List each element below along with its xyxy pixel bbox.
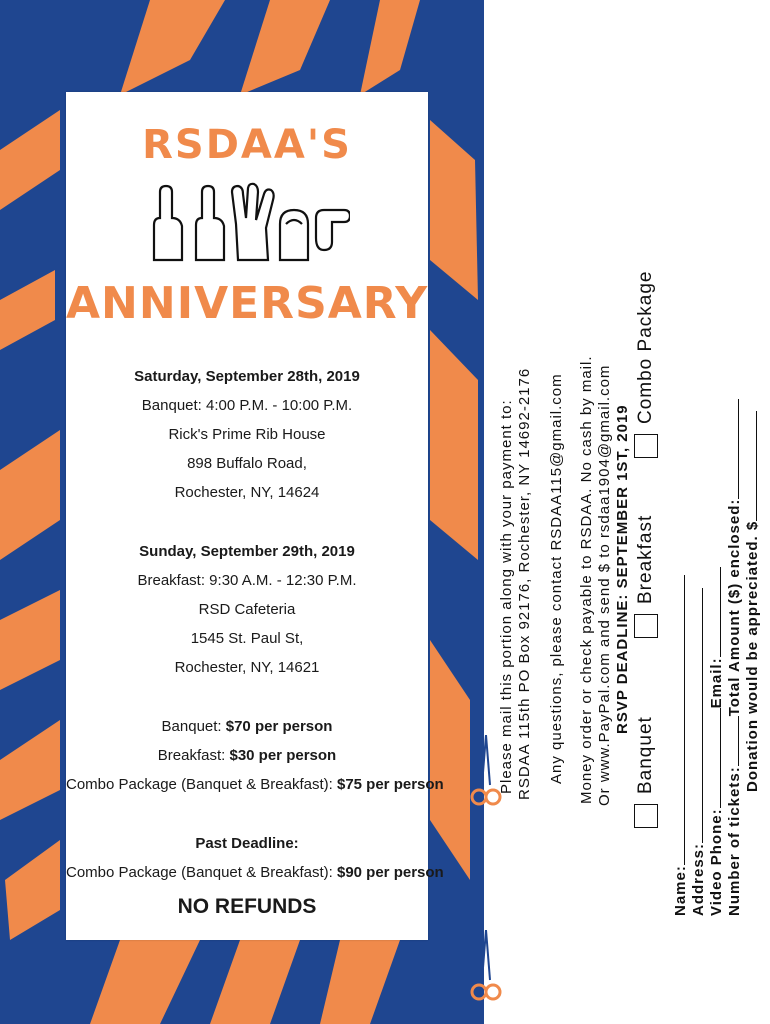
banquet-time: Banquet: 4:00 P.M. - 10:00 P.M. — [141, 397, 353, 414]
flyer-title-bottom: ANNIVERSARY — [66, 278, 429, 329]
donation-field[interactable]: Donation would be appreciated. $ — [742, 411, 761, 792]
past-deadline-label: Past Deadline: — [195, 835, 299, 852]
no-refunds: NO REFUNDS — [177, 895, 317, 918]
banquet-city: Rochester, NY, 14624 — [174, 484, 320, 501]
flyer-title-top: RSDAA'S — [142, 122, 352, 168]
rsvp-form-panel — [484, 0, 770, 1024]
breakfast-venue: RSD Cafeteria — [198, 601, 296, 618]
banquet-venue: Rick's Prime Rib House — [168, 426, 326, 443]
rsvp-deadline: RSVP DEADLINE: SEPTEMBER 1ST, 2019 — [614, 404, 631, 734]
past-deadline-price: Combo Package (Banquet & Breakfast): $90 per person — [66, 864, 444, 881]
mail-address: RSDAA 115th PO Box 92176, Rochester, NY 14692-2176 — [516, 367, 533, 800]
breakfast-city: Rochester, NY, 14621 — [174, 659, 320, 676]
breakfast-checkbox[interactable] — [634, 614, 658, 638]
banquet-street: 898 Buffalo Road, — [187, 455, 307, 472]
saturday-date: Saturday, September 28th, 2019 — [134, 368, 360, 385]
breakfast-time: Breakfast: 9:30 A.M. - 12:30 P.M. — [137, 572, 357, 589]
name-field[interactable]: Name: — [670, 575, 689, 916]
banquet-checkbox[interactable] — [634, 804, 658, 828]
sunday-date: Sunday, September 29th, 2019 — [139, 543, 355, 560]
mail-instruction: Please mail this portion along with your payment to: — [498, 399, 515, 794]
option-combo[interactable]: Combo Package — [634, 271, 658, 458]
option-banquet[interactable]: Banquet — [634, 716, 658, 828]
event-flyer-card — [66, 92, 444, 940]
video-phone-field[interactable]: Video Phone:Email: — [706, 567, 725, 916]
event-details — [66, 362, 444, 927]
email-field-label: Email: — [708, 657, 725, 709]
asl-hands-115th-icon — [144, 180, 350, 268]
combo-checkbox[interactable] — [634, 434, 658, 458]
breakfast-street: 1545 St. Paul St, — [190, 630, 304, 647]
price-breakfast: Breakfast: $30 per person — [157, 747, 337, 764]
total-amount-label: Total Amount ($) enclosed: — [726, 498, 743, 717]
tickets-field[interactable]: Number of tickets:Total Amount ($) enclosed: — [724, 399, 743, 916]
paypal-instruction: Or www.PayPal.com and send $ to rsdaa1904@gmail.com — [596, 364, 613, 806]
questions-contact: Any questions, please contact RSDAA115@gmail.com — [548, 373, 565, 784]
price-banquet: Banquet: $70 per person — [161, 718, 333, 735]
payment-instruction: Money order or check payable to RSDAA. No cash by mail. — [578, 355, 595, 804]
address-field[interactable]: Address: — [688, 588, 707, 916]
option-breakfast[interactable]: Breakfast — [634, 515, 658, 638]
price-combo: Combo Package (Banquet & Breakfast): $75 per person — [66, 776, 444, 793]
